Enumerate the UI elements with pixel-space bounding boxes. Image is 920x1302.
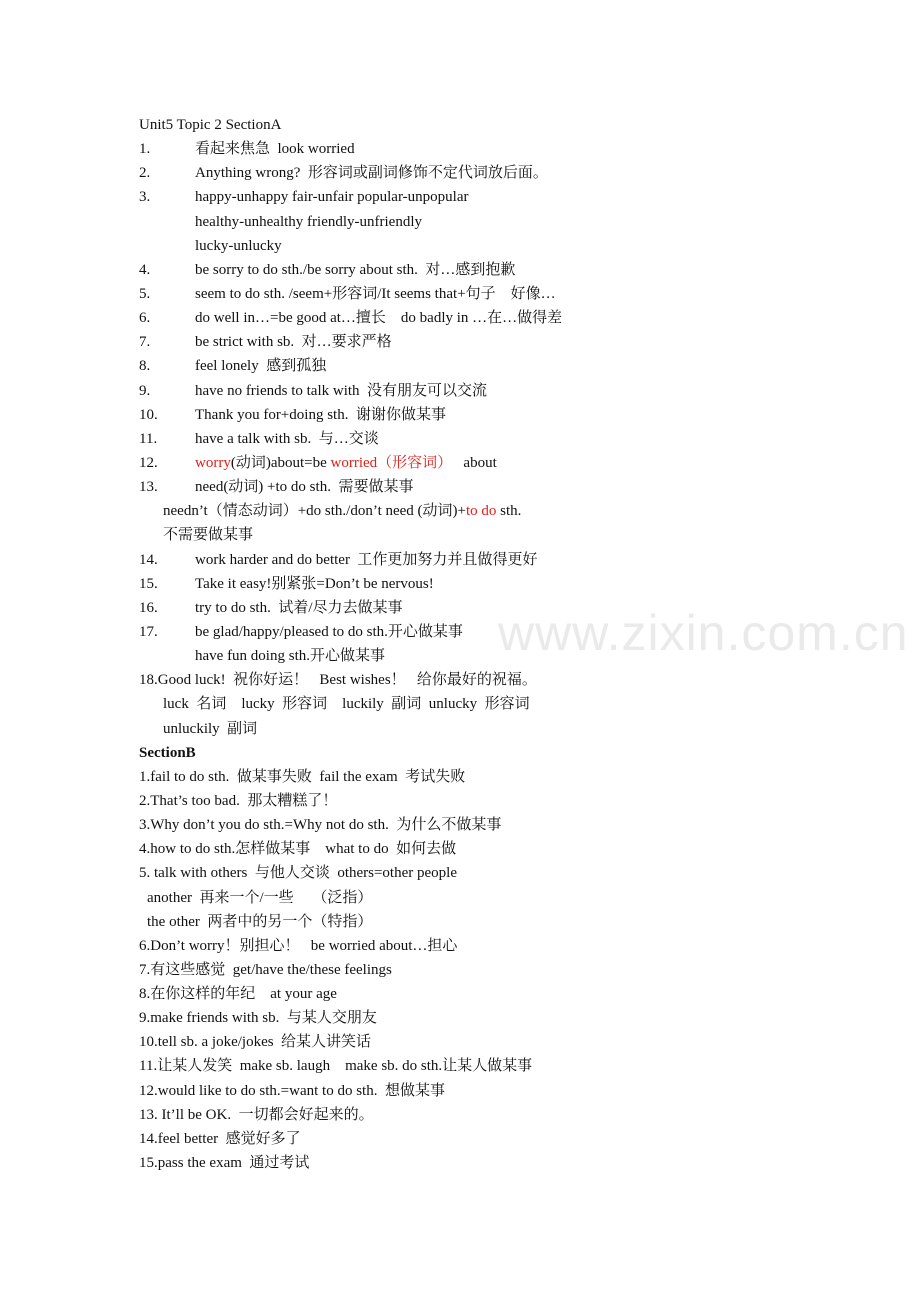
item-number: 14. bbox=[139, 551, 158, 568]
list-item: 11.让某人发笑 make sb. laugh make sb. do sth.让某人做某事 bbox=[139, 1058, 533, 1075]
section-heading: SectionB bbox=[139, 744, 196, 761]
list-item bbox=[139, 306, 839, 330]
item-text: have a talk with sb. 与…交谈 bbox=[195, 430, 379, 447]
item-number: 15. bbox=[139, 575, 158, 592]
list-item bbox=[139, 548, 839, 572]
list-item bbox=[139, 403, 839, 427]
list-item-continuation: unluckily 副词 bbox=[163, 720, 258, 737]
list-item: 10.tell sb. a joke/jokes 给某人讲笑话 bbox=[139, 1034, 372, 1051]
item-text: have fun doing sth.开心做某事 bbox=[195, 648, 385, 665]
highlight-text: worry bbox=[195, 454, 231, 471]
item-number: 11. bbox=[139, 430, 158, 447]
watermark: www.zixin.com.cn bbox=[498, 605, 909, 661]
item-text: work harder and do better 工作更加努力并且做得更好 bbox=[195, 551, 538, 568]
list-item-continuation: another 再来一个/一些 （泛指） bbox=[147, 889, 373, 906]
item-number: 2. bbox=[139, 165, 151, 182]
list-item bbox=[139, 258, 839, 282]
list-item-continuation bbox=[139, 499, 839, 523]
list-item: 5. talk with others 与他人交谈 others=other people bbox=[139, 865, 457, 882]
list-item: 14.feel better 感觉好多了 bbox=[139, 1130, 301, 1147]
list-item-continuation: the other 两者中的另一个（特指） bbox=[147, 913, 373, 930]
list-item bbox=[139, 572, 839, 596]
list-item: 8.在你这样的年纪 at your age bbox=[139, 986, 337, 1003]
list-item bbox=[139, 379, 839, 403]
list-item bbox=[139, 185, 839, 209]
item-text: happy-unhappy fair-unfair popular-unpopular bbox=[195, 189, 469, 206]
list-item: 6.Don’t worry！别担心！ be worried about…担心 bbox=[139, 937, 458, 954]
list-item bbox=[139, 137, 839, 161]
list-item: 18.Good luck! 祝你好运！ Best wishes！ 给你最好的祝福。 bbox=[139, 672, 537, 689]
item-text: need(动词) +to do sth. 需要做某事 bbox=[195, 479, 414, 496]
plain-text: needn’t（情态动词）+do sth./don’t need (动词)+ bbox=[163, 503, 466, 520]
list-item: 12.would like to do sth.=want to do sth. 想做某事 bbox=[139, 1082, 445, 1099]
item-text: do well in…=be good at…擅长 do badly in …在…做得差 bbox=[195, 310, 563, 327]
item-number: 13. bbox=[139, 479, 158, 496]
item-text: be sorry to do sth./be sorry about sth. 对…感到抱歉 bbox=[195, 261, 516, 278]
list-item: 15.pass the exam 通过考试 bbox=[139, 1155, 310, 1172]
item-number: 3. bbox=[139, 189, 151, 206]
highlight-text: worried（形容词） bbox=[330, 454, 453, 471]
item-text: feel lonely 感到孤独 bbox=[195, 358, 327, 375]
list-item-continuation: 不需要做某事 bbox=[163, 527, 254, 544]
list-item bbox=[139, 210, 839, 234]
list-item bbox=[139, 161, 839, 185]
plain-text: sth. bbox=[496, 503, 522, 520]
item-number: 4. bbox=[139, 261, 151, 278]
item-number: 7. bbox=[139, 334, 151, 351]
page-title: Unit5 Topic 2 SectionA bbox=[139, 117, 282, 133]
list-item: 2.That’s too bad. 那太糟糕了！ bbox=[139, 792, 338, 809]
plain-text: about bbox=[452, 454, 497, 471]
item-number: 17. bbox=[139, 623, 158, 640]
list-item bbox=[139, 330, 839, 354]
list-item: 13. It’ll be OK. 一切都会好起来的。 bbox=[139, 1106, 374, 1123]
item-number: 1. bbox=[139, 141, 151, 158]
list-item bbox=[139, 354, 839, 378]
list-item: 1.fail to do sth. 做某事失败 fail the exam 考试失败 bbox=[139, 768, 466, 785]
list-item bbox=[139, 282, 839, 306]
item-number: 6. bbox=[139, 310, 151, 327]
item-text: Take it easy!别紧张=Don’t be nervous! bbox=[195, 575, 434, 592]
list-item: 7.有这些感觉 get/have the/these feelings bbox=[139, 961, 392, 978]
item-text: Thank you for+doing sth. 谢谢你做某事 bbox=[195, 406, 446, 423]
item-text: healthy-unhealthy friendly-unfriendly bbox=[195, 213, 423, 230]
item-text: be glad/happy/pleased to do sth.开心做某事 bbox=[195, 623, 463, 640]
list-item: 9.make friends with sb. 与某人交朋友 bbox=[139, 1010, 377, 1027]
item-text: seem to do sth. /seem+形容词/It seems that+句子 好像… bbox=[195, 285, 556, 302]
item-text: lucky-unlucky bbox=[195, 237, 282, 254]
item-number: 16. bbox=[139, 599, 158, 616]
item-number: 5. bbox=[139, 285, 151, 302]
item-text: 看起来焦急 look worried bbox=[195, 141, 355, 158]
item-number: 12. bbox=[139, 454, 158, 471]
list-item-continuation: luck 名词 lucky 形容词 luckily 副词 unlucky 形容词 bbox=[163, 696, 530, 713]
list-item bbox=[139, 475, 839, 499]
list-item bbox=[139, 234, 839, 258]
item-text: be strict with sb. 对…要求严格 bbox=[195, 334, 392, 351]
item-text: try to do sth. 试着/尽力去做某事 bbox=[195, 599, 403, 616]
item-text bbox=[195, 451, 497, 475]
plain-text: (动词)about=be bbox=[230, 454, 331, 471]
list-item: 4.how to do sth.怎样做某事 what to do 如何去做 bbox=[139, 841, 457, 858]
list-item bbox=[139, 451, 839, 475]
highlight-text: to do bbox=[466, 503, 497, 520]
item-number: 10. bbox=[139, 406, 158, 423]
item-number: 9. bbox=[139, 382, 151, 399]
list-item: 3.Why don’t you do sth.=Why not do sth. 为什么不做某事 bbox=[139, 817, 502, 834]
item-number: 8. bbox=[139, 358, 151, 375]
item-text: Anything wrong? 形容词或副词修饰不定代词放后面。 bbox=[195, 165, 548, 182]
list-item bbox=[139, 427, 839, 451]
item-text: have no friends to talk with 没有朋友可以交流 bbox=[195, 382, 488, 399]
